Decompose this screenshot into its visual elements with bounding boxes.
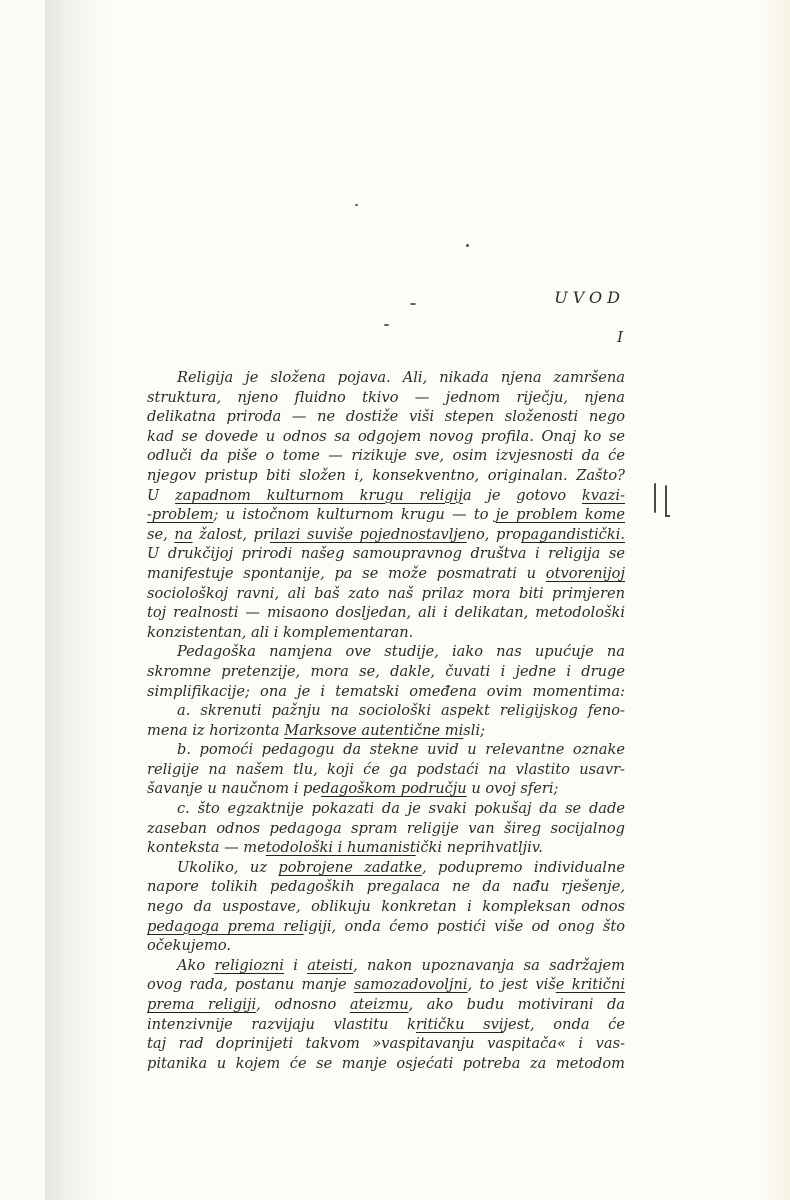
- text-line: U zapadnom kulturnom krugu religija je gotovo kvazi-: [147, 486, 625, 504]
- scan-edge-strip: [0, 0, 45, 1200]
- text-line: kad se dovede u odnos sa odgojem novog profila. Onaj ko se: [147, 427, 625, 445]
- margin-stroke: [654, 483, 656, 513]
- body-text: [147, 368, 625, 1073]
- text-line: manifestuje spontanije, pa se može posmatrati u otvorenijoj: [147, 564, 625, 582]
- text-line: napore tolikih pedagoških pregalaca ne da nađu rješenje,: [147, 878, 625, 896]
- text-line: nego da uspostave, oblikuju konkretan i kompleksan odnos: [147, 898, 625, 916]
- text-line: pitanika u kojem će se manje osjećati potreba za metodom: [147, 1054, 625, 1072]
- text-line: zaseban odnos pedagoga spram religije van šireg socijalnog: [147, 819, 625, 837]
- text-line: b. pomoći pedagogu da stekne uvid u relevantne oznake: [177, 741, 625, 759]
- scan-speck: [384, 324, 389, 326]
- text-line: odluči da piše o tome — rizikuje sve, osim izvjesnosti da će: [147, 447, 625, 465]
- text-line: očekujemo.: [147, 937, 232, 955]
- text-line: se, na žalost, prilazi suviše pojednostavljeno, propagandistički.: [147, 525, 626, 543]
- text-line: delikatna priroda — ne dostiže viši stepen složenosti nego: [147, 408, 625, 426]
- text-line: ovog rada, postanu manje samozadovoljni, to jest više kritični: [147, 976, 626, 994]
- margin-stroke: [665, 485, 667, 517]
- text-line: Ako religiozni i ateisti, nakon upoznavanja sa sadržajem: [177, 956, 626, 974]
- text-line: c. što egzaktnije pokazati da je svaki pokušaj da se dade: [177, 800, 625, 818]
- text-line: njegov pristup biti složen i, konsekventno, originalan. Zašto?: [147, 466, 625, 484]
- text-line: intenzivnije razvijaju vlastitu kritičku svijest, onda će: [147, 1015, 625, 1033]
- text-line: a. skrenuti pažnju na sociološki aspekt religijskog feno-: [177, 702, 625, 720]
- text-line: toj realnosti — misaono dosljedan, ali i delikatan, metodološki: [147, 604, 625, 622]
- text-line: Religija je složena pojava. Ali, nikada njena zamršena: [177, 369, 625, 386]
- text-line: šavanje u naučnom i pedagoškom području u ovoj sferi;: [147, 780, 559, 798]
- book-gutter-shadow: [45, 0, 115, 1200]
- text-line: konteksta — metodološki i humanistički neprihvatljiv.: [147, 839, 543, 857]
- handwritten-margin-mark: [652, 483, 672, 517]
- text-line: simplifikacije; ona je i tematski omeđena ovim momentima:: [147, 682, 625, 700]
- text-line: Ukoliko, uz pobrojene zadatke, podupremo individualne: [177, 858, 625, 876]
- text-line: struktura, njeno fluidno tkivo — jednom riječju, njena: [147, 388, 625, 406]
- text-line: konzistentan, ali i komplementaran.: [147, 623, 414, 641]
- text-line: pedagoga prema religiji, onda ćemo postići više od onog što: [147, 917, 625, 935]
- scan-speck: [355, 204, 358, 206]
- text-line: taj rad doprinijeti takvom »vaspitavanju vaspitača« i vas-: [147, 1035, 625, 1053]
- text-line: U drukčijoj prirodi našeg samoupravnog društva i religija se: [147, 545, 625, 563]
- page-edge-tint: [760, 0, 790, 1200]
- text-line: sociološkoj ravni, ali baš zato naš prilaz mora biti primjeren: [147, 584, 625, 602]
- text-line: skromne pretenzije, mora se, dakle, čuvati i jedne i druge: [147, 662, 625, 680]
- text-line: prema religiji, odnosno ateizmu, ako budu motivirani da: [147, 996, 625, 1013]
- text-line: mena iz horizonta Marksove autentične misli;: [147, 721, 486, 739]
- text-line: Pedagoška namjena ove studije, iako nas upućuje na: [177, 643, 625, 661]
- chapter-heading: UVOD: [554, 288, 625, 307]
- text-line: -problem; u istočnom kulturnom krugu — to je problem kome: [147, 506, 625, 524]
- section-number: I: [617, 328, 623, 346]
- scan-speck: [410, 303, 416, 305]
- scan-speck: [466, 244, 469, 247]
- text-line: religije na našem tlu, koji će ga podstaći na vlastito usavr-: [147, 760, 625, 778]
- book-page: [147, 0, 625, 1200]
